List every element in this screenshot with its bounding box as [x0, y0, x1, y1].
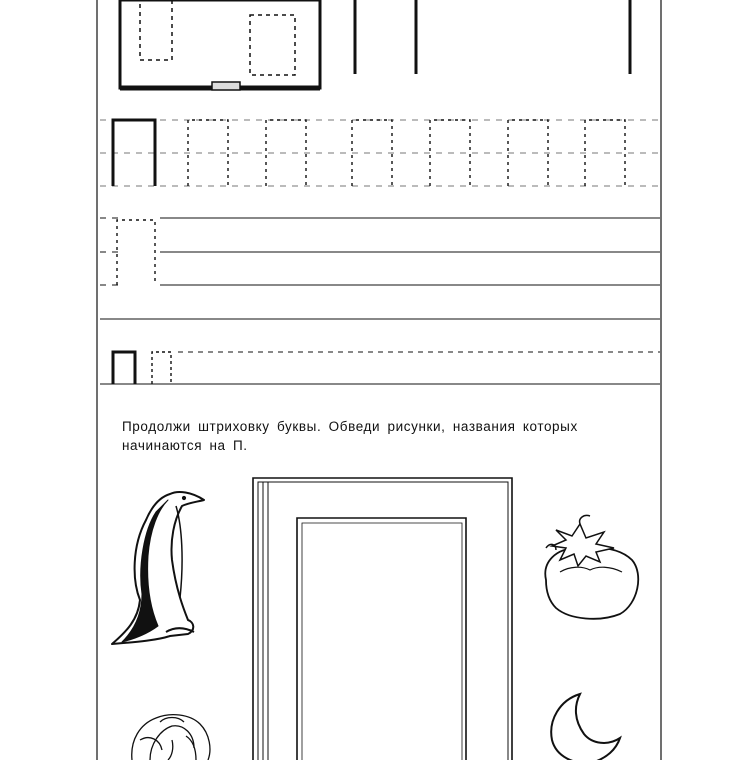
letter-stems-illustration — [355, 0, 630, 74]
moon-picture — [551, 694, 620, 760]
big-letter-frame — [253, 478, 512, 760]
guide-lines-row-3 — [100, 352, 660, 384]
penguin-picture — [112, 492, 204, 644]
guide-lines-row-1 — [100, 120, 660, 186]
cabbage-picture — [132, 715, 210, 760]
guide-lines-row-2 — [100, 218, 660, 319]
tomato-picture — [545, 515, 638, 618]
instruction-line-2: начинаются на П. — [122, 438, 248, 453]
small-dotted-letter-p — [152, 352, 171, 384]
small-model-letter-p — [113, 352, 135, 384]
letter-house-illustration — [120, 0, 320, 90]
dotted-letter-row-2 — [117, 220, 155, 285]
instruction-line-1: Продолжи штриховку буквы. Обведи рисунки, названия которых — [122, 419, 578, 434]
